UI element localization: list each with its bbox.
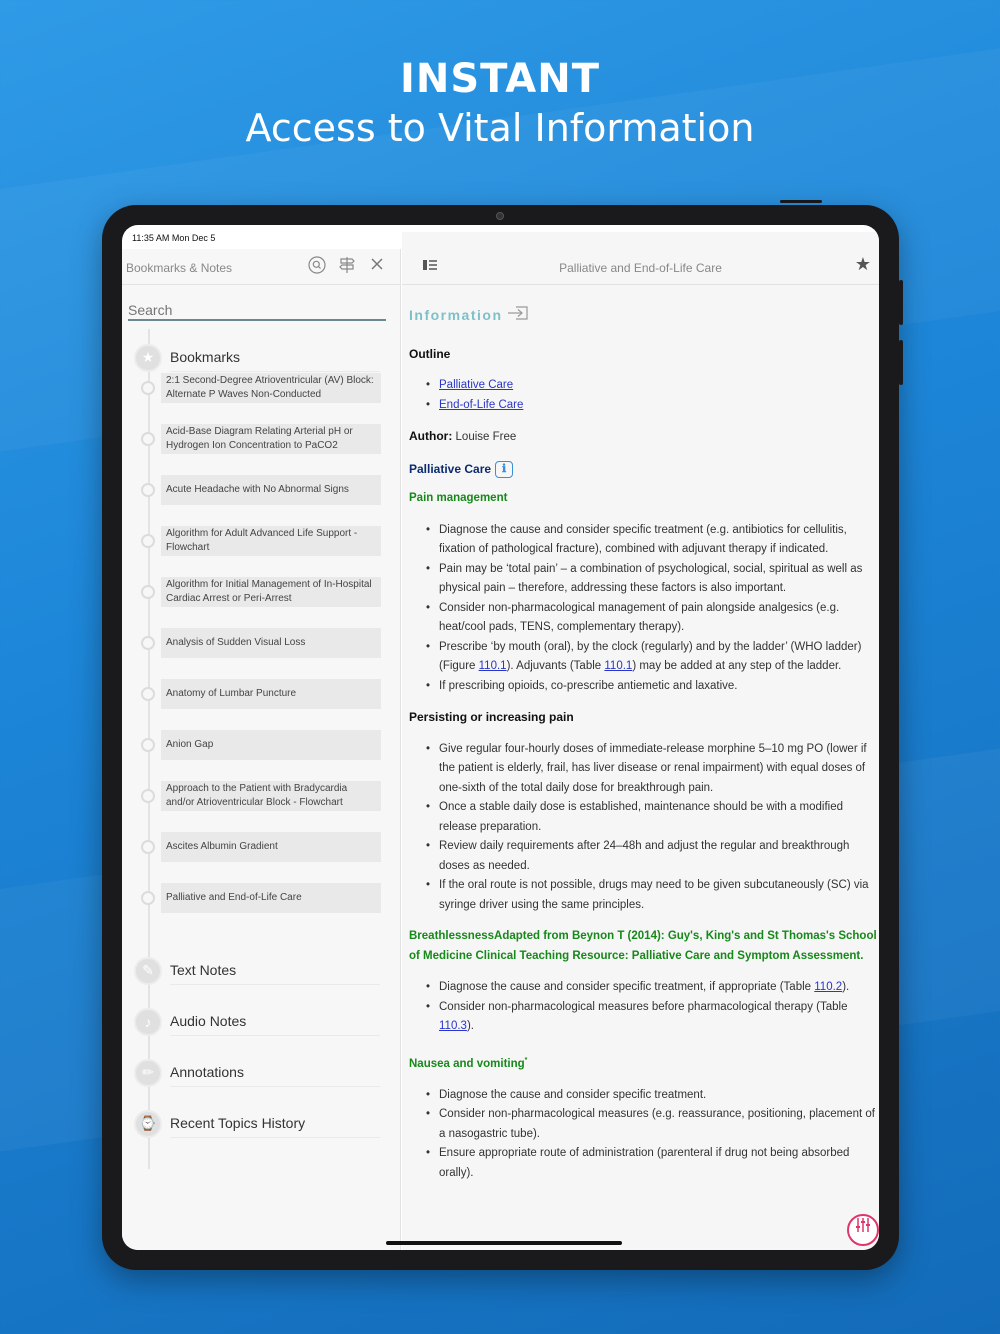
- persist-item: • If the oral route is not possible, drugs may need to be given subcutaneously (SC) via syringe driver using the same principles.: [439, 876, 879, 915]
- info-person-icon[interactable]: ℹ: [495, 461, 513, 478]
- bookmark-item-label: Palliative and End-of-Life Care: [161, 883, 381, 913]
- section-text-notes[interactable]: [134, 956, 380, 985]
- pain-item: • If prescribing opioids, co-prescribe antiemetic and laxative.: [439, 677, 879, 697]
- volume-down-button: [899, 340, 903, 385]
- section-recent-history[interactable]: [134, 1109, 380, 1138]
- author-name: Louise Free: [455, 431, 517, 443]
- pain-heading: Pain management: [409, 492, 508, 504]
- information-link[interactable]: [409, 305, 879, 327]
- information-label: Information: [409, 307, 503, 323]
- topic-content: [409, 305, 879, 1183]
- history-icon: ⌚: [134, 1110, 162, 1138]
- persist-item: • Once a stable daily dose is established, maintenance should be with a modified release preparation.: [439, 798, 879, 837]
- author-line: [409, 427, 879, 448]
- palliative-care-title: Palliative Care: [409, 461, 492, 476]
- star-icon: ★: [134, 344, 162, 372]
- timeline-node: [141, 381, 155, 395]
- tablet-top-button: [780, 200, 822, 203]
- table-link[interactable]: 110.1: [604, 660, 633, 672]
- bookmark-item-label: Algorithm for Initial Management of In-Hospital Cardiac Arrest or Peri-Arrest: [161, 577, 381, 607]
- bookmarks-header: [122, 249, 400, 285]
- breath-text: ).: [842, 981, 850, 993]
- pain-who-text: Prescribe ‘by mouth (oral), by the clock (regularly) and by the ladder’ (WHO ladder) (Figure: [439, 640, 862, 672]
- breath-item: [439, 978, 879, 998]
- section-annotations[interactable]: [134, 1058, 380, 1087]
- breathlessness-heading: BreathlessnessAdapted from Beynon T (2014): Guy's, King's and St Thomas's School of Medicine Clinical Teaching Resource: Palliative Care and Symptom Assessment.: [409, 930, 877, 962]
- section-bookmarks[interactable]: [134, 343, 380, 372]
- persist-list: [409, 740, 879, 916]
- nausea-item: • Diagnose the cause and consider specific treatment.: [439, 1086, 879, 1106]
- timeline-node: [141, 432, 155, 446]
- breath-text: Consider non-pharmacological measures before pharmacological therapy (Table: [439, 1000, 848, 1013]
- settings-sliders-icon[interactable]: [847, 1214, 879, 1246]
- timeline-node: [141, 483, 155, 497]
- timeline-node: [141, 687, 155, 701]
- bookmark-item-label: Approach to the Patient with Bradycardia and/or Atrioventricular Block - Flowchart: [161, 781, 381, 811]
- outline-list: [409, 376, 879, 415]
- persist-item: • Give regular four-hourly doses of immediate-release morphine 5–10 mg PO (lower if the patient is elderly, frail, has liver disease or renal impairment) with equal doses of one-sixth of the total daily dose for breakthrough pain.: [439, 740, 879, 799]
- microphone-icon: ♪: [134, 1008, 162, 1036]
- nausea-item: • Consider non-pharmacological measures (e.g. reassurance, positioning, placement of a nasogastric tube).: [439, 1105, 879, 1144]
- timeline-node: [141, 789, 155, 803]
- nausea-footnote-marker: *: [524, 1056, 528, 1064]
- headline-subtitle: Access to Vital Information: [245, 106, 755, 150]
- pain-item: • Pain may be ‘total pain’ – a combination of psychological, social, spiritual as well as physical pain – therefore, addressing these factors is also important.: [439, 560, 879, 599]
- section-recent-history-label: Recent Topics History: [170, 1109, 380, 1138]
- pain-item: [439, 638, 879, 677]
- section-annotations-label: Annotations: [170, 1058, 380, 1087]
- outline-link-end-of-life[interactable]: End-of-Life Care: [439, 398, 524, 411]
- camera-icon: [496, 212, 504, 220]
- timeline-node: [141, 636, 155, 650]
- breath-item: [439, 998, 879, 1037]
- outline-link-palliative[interactable]: Palliative Care: [439, 379, 514, 391]
- breath-text: ).: [466, 1020, 474, 1032]
- timeline-node: [141, 738, 155, 752]
- pencil-icon: ✏: [134, 1059, 162, 1087]
- timeline-node: [141, 891, 155, 905]
- outline-heading: Outline: [409, 346, 451, 361]
- search-circle-icon[interactable]: [307, 256, 327, 276]
- bookmarks-pane: [122, 249, 401, 1250]
- headline-title: INSTANT: [399, 56, 601, 102]
- nausea-heading-text: Nausea and vomiting: [409, 1057, 525, 1070]
- edit-note-icon: ✎: [134, 957, 162, 985]
- persisting-pain-heading: Persisting or increasing pain: [409, 710, 574, 724]
- bookmark-item-label: 2:1 Second-Degree Atrioventricular (AV) Block: Alternate P Waves Non-Conducted: [161, 373, 381, 403]
- tablet-frame: [102, 205, 899, 1270]
- nausea-list: [409, 1086, 879, 1184]
- pain-item: • Diagnose the cause and consider specific treatment (e.g. antibiotics for cellulitis, fixation of pathological fracture), combined with adjuvant therapy if indicated.: [439, 521, 879, 560]
- palliative-care-heading: [409, 460, 879, 480]
- close-icon[interactable]: [367, 256, 387, 276]
- home-indicator[interactable]: [386, 1241, 622, 1245]
- breath-text: Diagnose the cause and consider specific treatment, if appropriate (Table: [439, 981, 815, 993]
- enter-icon: [507, 305, 529, 327]
- bookmarks-header-title: Bookmarks & Notes: [126, 261, 233, 275]
- figure-link[interactable]: 110.1: [478, 660, 507, 672]
- topic-header: [402, 249, 879, 285]
- outline-item: [439, 396, 879, 416]
- bookmark-star-icon[interactable]: ★: [854, 254, 871, 274]
- bookmark-item-label: Acute Headache with No Abnormal Signs: [161, 475, 381, 505]
- marketing-headline: [0, 56, 1000, 150]
- signpost-icon[interactable]: [337, 256, 357, 276]
- bookmark-item-label: Analysis of Sudden Visual Loss: [161, 628, 381, 658]
- timeline-node: [141, 840, 155, 854]
- bookmark-item-label: Algorithm for Adult Advanced Life Support - Flowchart: [161, 526, 381, 556]
- persist-item: • Review daily requirements after 24–48h and adjust the regular and breakthrough doses as needed.: [439, 837, 879, 876]
- section-audio-notes-label: Audio Notes: [170, 1007, 380, 1036]
- pain-list: [409, 521, 879, 697]
- author-label: Author:: [409, 429, 453, 443]
- table-link[interactable]: 110.3: [439, 1020, 467, 1032]
- tablet-screen: [122, 225, 879, 1250]
- timeline-node: [141, 534, 155, 548]
- pain-item: • Consider non-pharmacological management of pain alongside analgesics (e.g. heat/cool pads, TENS, complementary therapy).: [439, 599, 879, 638]
- nausea-item: • Ensure appropriate route of administration (parenteral if drug not being absorbed orally).: [439, 1144, 879, 1183]
- topic-title: Palliative and End-of-Life Care: [559, 261, 722, 275]
- breath-list: [409, 978, 879, 1037]
- outline-item: [439, 376, 879, 396]
- section-text-notes-label: Text Notes: [170, 956, 380, 985]
- bookmark-item-label: Ascites Albumin Gradient: [161, 832, 381, 862]
- search-input[interactable]: [128, 301, 386, 321]
- bookmark-item-label: Anion Gap: [161, 730, 381, 760]
- pain-who-text: ) may be added at any step of the ladder.: [632, 660, 842, 672]
- topic-pane: [402, 249, 879, 1250]
- section-audio-notes[interactable]: [134, 1007, 380, 1036]
- status-bar: [122, 225, 879, 249]
- volume-up-button: [899, 280, 903, 325]
- table-link[interactable]: 110.2: [814, 981, 843, 993]
- pain-who-text: ). Adjuvants (Table: [506, 660, 605, 672]
- section-bookmarks-label: Bookmarks: [170, 343, 380, 372]
- timeline-node: [141, 585, 155, 599]
- bookmark-item-label: Anatomy of Lumbar Puncture: [161, 679, 381, 709]
- status-time: 11:35 AM Mon Dec 5: [132, 233, 216, 243]
- bookmark-item-label: Acid-Base Diagram Relating Arterial pH or Hydrogen Ion Concentration to PaCO2: [161, 424, 381, 454]
- nausea-heading: [409, 1051, 879, 1074]
